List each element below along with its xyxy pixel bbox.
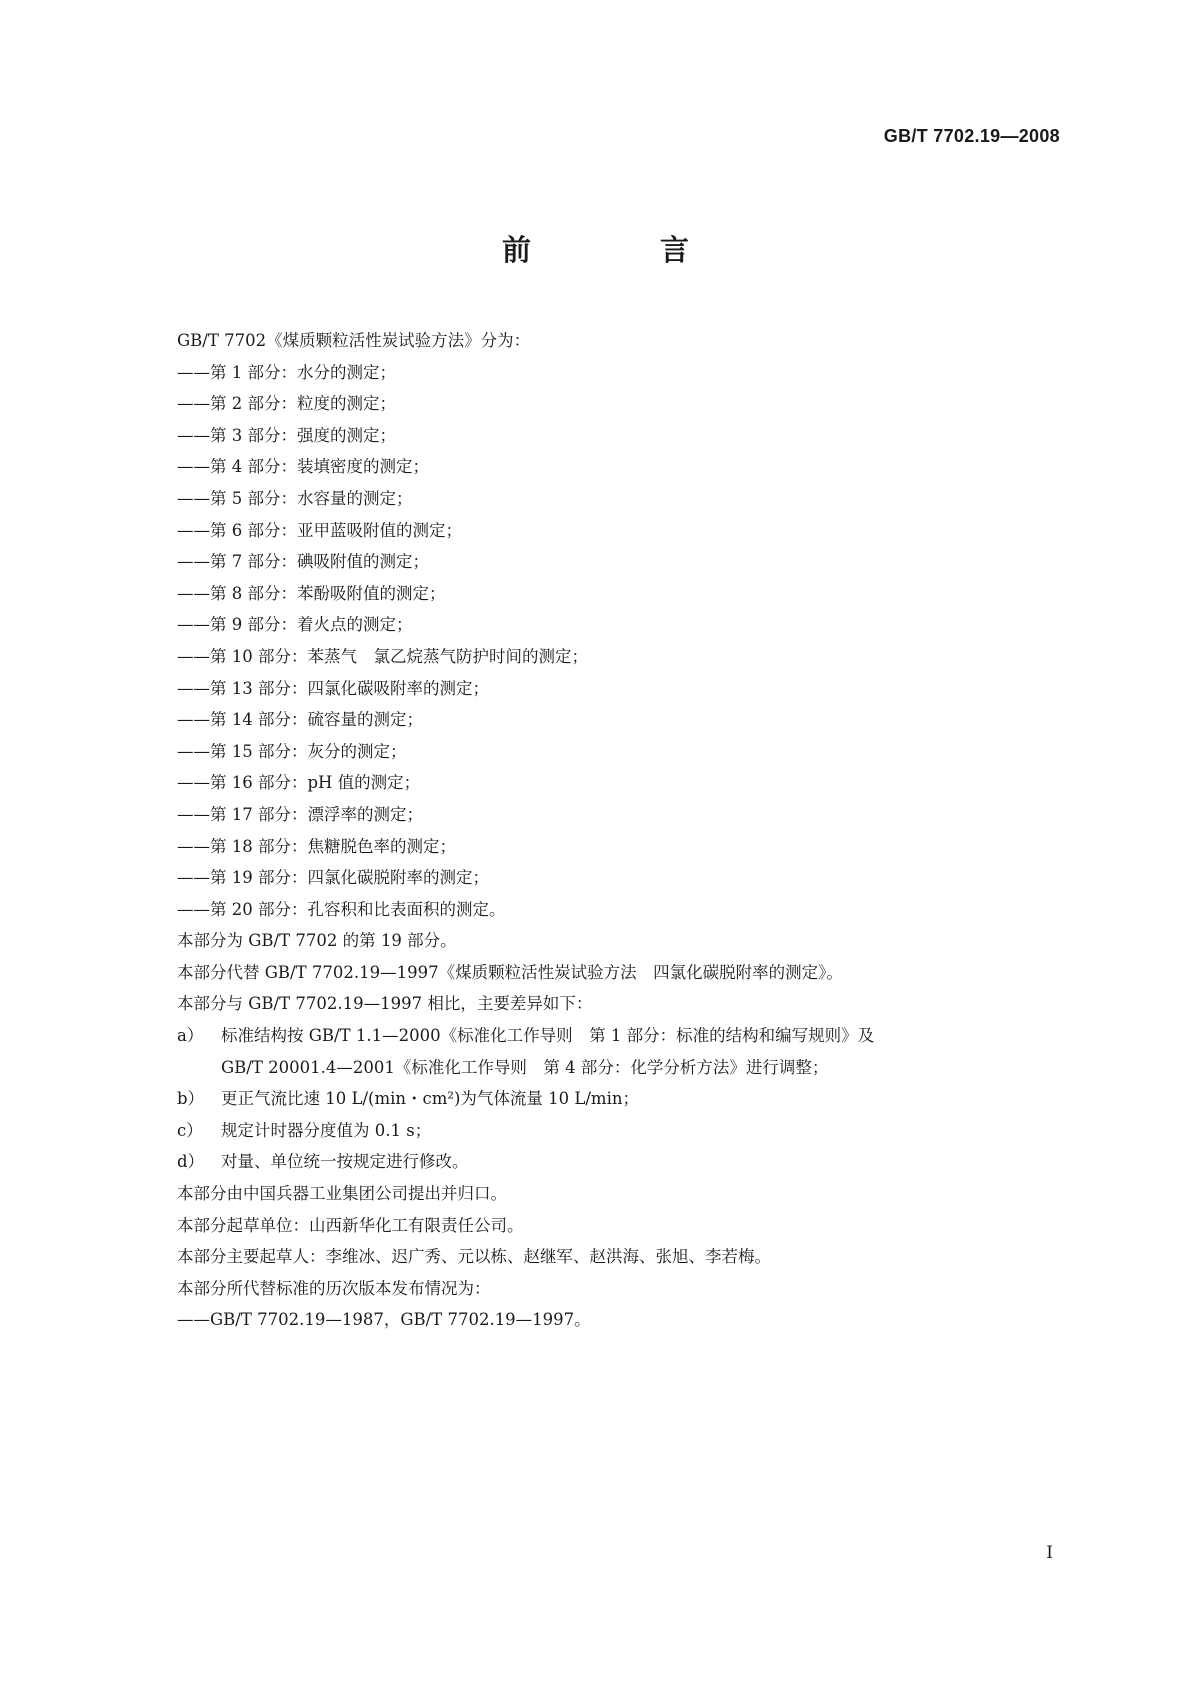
change-item (177, 1020, 1082, 1083)
part-item: ——第 14 部分：硫容量的测定； (177, 710, 423, 730)
replaces-statement: 本部分代替 GB/T 7702.19—1997《煤质颗粒活性炭试验方法 四氯化碳脱附率的测定》。 (177, 962, 843, 982)
changes-intro: 本部分与 GB/T 7702.19—1997 相比，主要差异如下： (177, 994, 593, 1014)
change-text-continued: GB/T 20001.4—2001《标准化工作导则 第 4 部分：化学分析方法》进行调整； (221, 1057, 829, 1077)
change-marker: a） (177, 1026, 204, 1046)
part-item: ——第 3 部分：强度的测定； (177, 425, 396, 445)
part-item: ——第 15 部分：灰分的测定； (177, 741, 407, 761)
change-item (177, 1083, 1082, 1115)
part-item: ——第 18 部分：焦糖脱色率的测定； (177, 836, 456, 856)
change-marker: d） (177, 1152, 205, 1172)
part-item: ——第 9 部分：着火点的测定； (177, 615, 413, 635)
drafting-unit-statement: 本部分起草单位：山西新华化工有限责任公司。 (177, 1215, 524, 1235)
change-marker: c） (177, 1120, 203, 1140)
part-item: ——第 8 部分：苯酚吸附值的测定； (177, 583, 446, 603)
change-text: 对量、单位统一按规定进行修改。 (221, 1152, 469, 1172)
page-title: 前 言 (501, 233, 739, 267)
part-item: ——第 10 部分：苯蒸气 氯乙烷蒸气防护时间的测定； (177, 646, 588, 666)
proposed-by-statement: 本部分由中国兵器工业集团公司提出并归口。 (177, 1184, 507, 1204)
change-text: 规定计时器分度值为 0.1 s； (221, 1120, 432, 1140)
part-item: ——第 13 部分：四氯化碳吸附率的测定； (177, 678, 489, 698)
intro-line: GB/T 7702《煤质颗粒活性炭试验方法》分为： (177, 331, 531, 350)
changes-list (177, 1020, 1082, 1178)
drafters-statement: 本部分主要起草人：李维冰、迟广秀、元以栋、赵继军、赵洪海、张旭、李若梅。 (177, 1247, 771, 1267)
part-item: ——第 17 部分：漂浮率的测定； (177, 804, 423, 824)
change-text: 更正气流比速 10 L/(min・cm²)为气体流量 10 L/min； (221, 1089, 639, 1109)
change-marker: b） (177, 1089, 205, 1109)
part-item: ——第 20 部分：孔容积和比表面积的测定。 (177, 899, 506, 919)
history-intro: 本部分所代替标准的历次版本发布情况为： (177, 1278, 491, 1298)
part-item: ——第 2 部分：粒度的测定； (177, 394, 396, 414)
part-item: ——第 6 部分：亚甲蓝吸附值的测定； (177, 520, 462, 540)
history-item: ——GB/T 7702.19—1987，GB/T 7702.19—1997。 (177, 1310, 591, 1330)
part-item: ——第 5 部分：水容量的测定； (177, 488, 413, 508)
part-item: ——第 19 部分：四氯化碳脱附率的测定； (177, 868, 489, 888)
part-item: ——第 4 部分：装填密度的测定； (177, 457, 429, 477)
foreword-body (177, 325, 1082, 1336)
standard-code: GB/T 7702.19—2008 (883, 126, 1060, 146)
part-item: ——第 1 部分：水分的测定； (177, 362, 396, 382)
part-item: ——第 7 部分：碘吸附值的测定； (177, 552, 429, 572)
parts-list (177, 357, 1082, 926)
change-item (177, 1115, 1082, 1147)
change-text: 标准结构按 GB/T 1.1—2000《标准化工作导则 第 1 部分：标准的结构和编写规则》及 (221, 1026, 875, 1046)
part-of-statement: 本部分为 GB/T 7702 的第 19 部分。 (177, 931, 457, 951)
part-item: ——第 16 部分：pH 值的测定； (177, 773, 421, 793)
change-item (177, 1146, 1082, 1178)
page-number: I (1046, 1543, 1053, 1563)
